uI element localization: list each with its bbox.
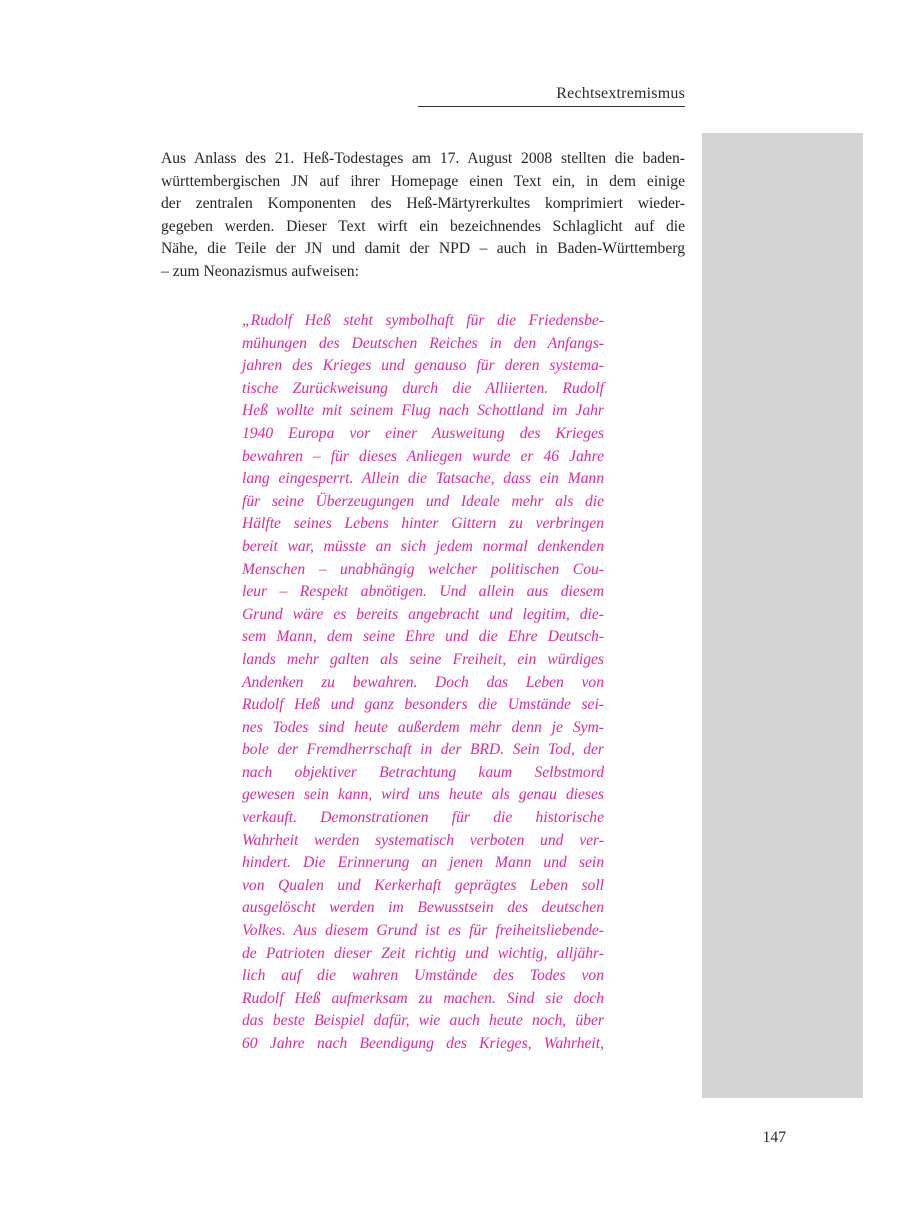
quote-line: hindert. Die Erinnerung an jenen Mann und sein (242, 854, 604, 872)
running-head-rule (418, 106, 685, 107)
quote-line: Volkes. Aus diesem Grund ist es für freiheitsliebende- (242, 922, 604, 940)
quote-line: verkauft. Demonstrationen für die historische (242, 809, 604, 827)
quote-line: lands mehr galten als seine Freiheit, ein würdiges (242, 650, 604, 668)
page-number: 147 (762, 1129, 786, 1146)
quote-line: für seine Überzeugungen und Ideale mehr als die (242, 492, 604, 510)
quote-line: mühungen des Deutschen Reiches in den Anfangs- (242, 334, 604, 352)
running-head-title: Rechtsextremismus (556, 85, 685, 102)
quote-line: sem Mann, dem seine Ehre und die Ehre Deutsch- (242, 628, 604, 646)
quote-line: leur – Respekt abnötigen. Und allein aus diesem (242, 583, 604, 601)
quote-line: Rudolf Heß aufmerksam zu machen. Sind sie doch (242, 989, 604, 1007)
quote-line: Menschen – unabhängig welcher politischen Cou- (242, 560, 604, 578)
quote-line: de Patrioten dieser Zeit richtig und wichtig, alljähr- (242, 944, 604, 962)
quote-line: Grund wäre es bereits angebracht und legitim, die- (242, 605, 604, 623)
quote-line: das beste Beispiel dafür, wie auch heute noch, über (242, 1012, 604, 1030)
quote-line: 60 Jahre nach Beendigung des Krieges, Wahrheit, (242, 1035, 604, 1052)
quote-line: Wahrheit werden systematisch verboten und ver- (242, 831, 604, 849)
quote-line: bole der Fremdherrschaft in der BRD. Sein Tod, der (242, 741, 604, 759)
margin-bar (702, 133, 863, 1098)
intro-line: – zum Neonazismus aufweisen: (161, 262, 359, 280)
quote-line: Andenken zu bewahren. Doch das Leben von (242, 673, 604, 691)
quote-line: nes Todes sind heute außerdem mehr denn je Sym- (242, 718, 604, 736)
quote-line: tische Zurückweisung durch die Alliierten. Rudolf (242, 379, 604, 397)
quote-line: bereit war, müsste an sich jedem normal denkenden (242, 537, 604, 555)
quote-line: Hälfte seines Lebens hinter Gittern zu verbringen (242, 515, 604, 533)
quote-line: ausgelöscht werden im Bewusstsein des deutschen (242, 899, 604, 917)
quote-line: 1940 Europa vor einer Ausweitung des Krieges (242, 424, 604, 442)
quote-line: von Qualen und Kerkerhaft geprägtes Leben soll (242, 876, 604, 894)
intro-line: der zentralen Komponenten des Heß-Märtyrerkultes komprimiert wieder- (161, 195, 685, 213)
quote-line: Heß wollte mit seinem Flug nach Schottland im Jahr (242, 402, 604, 420)
quote-line: nach objektiver Betrachtung kaum Selbstmord (242, 763, 604, 781)
intro-paragraph (161, 148, 685, 284)
quote-line: gewesen sein kann, wird uns heute als genau dieses (242, 786, 604, 804)
quote-line: lang eingesperrt. Allein die Tatsache, dass ein Mann (242, 470, 604, 488)
quote-line: Rudolf Heß und ganz besonders die Umstände sei- (242, 696, 604, 714)
quote-line: jahren des Krieges und genauso für deren systema- (242, 357, 604, 375)
quote-line: bewahren – für dieses Anliegen wurde er 46 Jahre (242, 447, 604, 465)
quote-line: lich auf die wahren Umstände des Todes von (242, 967, 604, 985)
block-quote (242, 310, 604, 1056)
quote-line: „Rudolf Heß steht symbolhaft für die Friedensbe- (242, 312, 604, 329)
intro-line: Aus Anlass des 21. Heß-Todestages am 17. August 2008 stellten die baden- (161, 150, 685, 167)
intro-line: Nähe, die Teile der JN und damit der NPD – auch in Baden-Württemberg (161, 240, 685, 258)
intro-line: gegeben werden. Dieser Text wirft ein bezeichnendes Schlaglicht auf die (161, 217, 685, 235)
intro-line: württembergischen JN auf ihrer Homepage einen Text ein, in dem einige (161, 172, 685, 190)
